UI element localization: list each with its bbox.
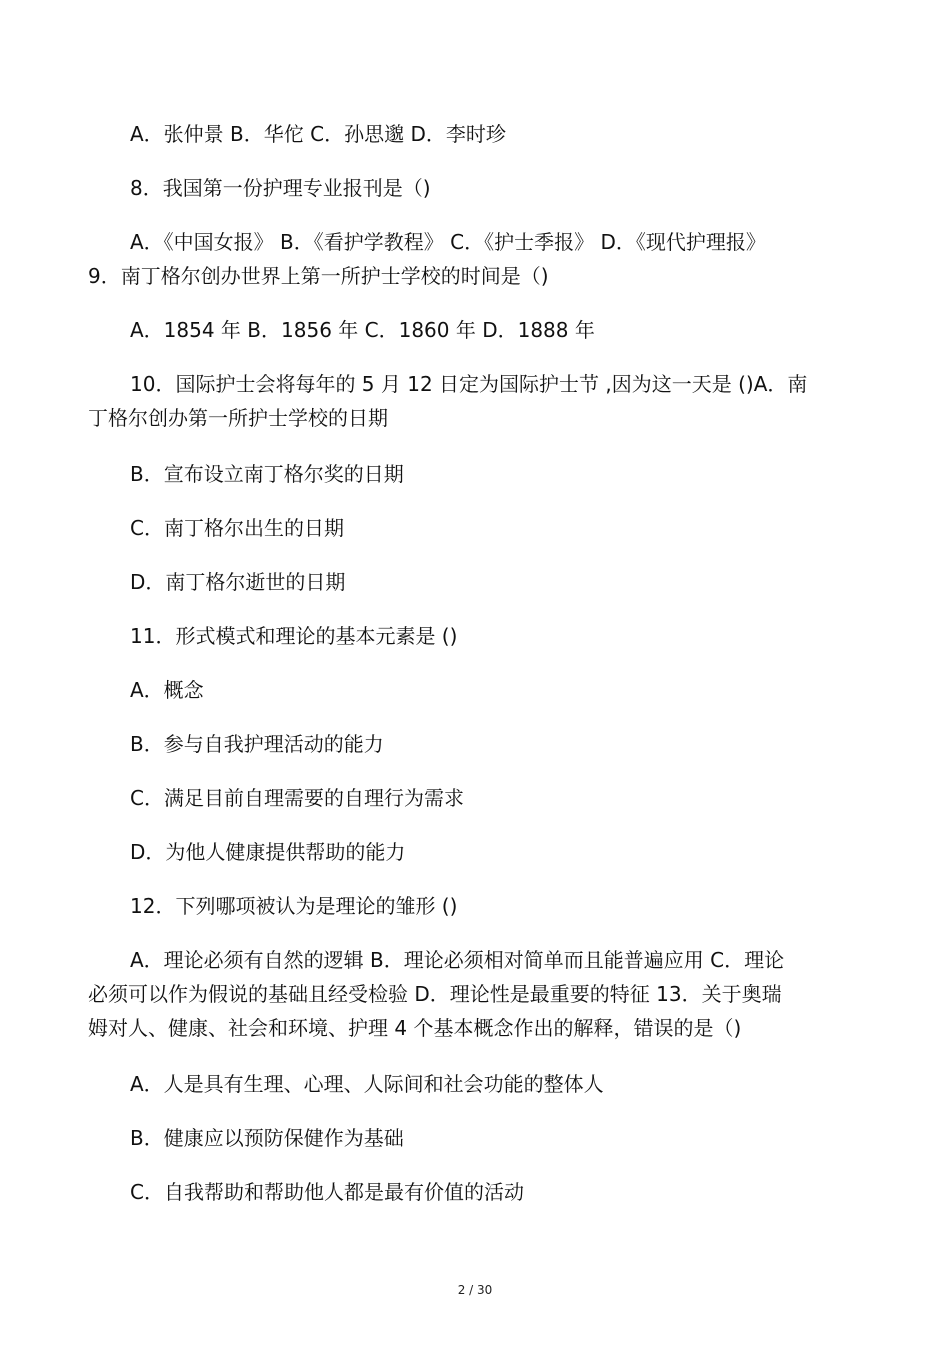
text-line: B．宣布设立南丁格尔奖的日期 [130, 462, 404, 486]
text-line: C．满足目前自理需要的自理行为需求 [130, 786, 464, 810]
text-line: 9．南丁格尔创办世界上第一所护士学校的时间是（) [88, 264, 549, 288]
text-line: A．《中国女报》 B．《看护学教程》 C．《护士季报》 D．《现代护理报》 [130, 230, 766, 254]
text-line: D．南丁格尔逝世的日期 [130, 570, 346, 594]
text-line: 11．形式模式和理论的基本元素是 () [130, 624, 458, 648]
text-line: 必须可以作为假说的基础且经受检验 D．理论性是最重要的特征 13．关于奥瑞 [88, 982, 782, 1006]
text-line: B．健康应以预防保健作为基础 [130, 1126, 404, 1150]
text-line: 12．下列哪项被认为是理论的雏形 () [130, 894, 458, 918]
text-line: A．1854 年 B．1856 年 C．1860 年 D．1888 年 [130, 318, 595, 342]
text-line: A．理论必须有自然的逻辑 B．理论必须相对简单而且能普遍应用 C．理论 [130, 948, 785, 972]
page-number: 2 / 30 [457, 1283, 493, 1297]
text-line: A．概念 [130, 678, 204, 702]
text-line: C．南丁格尔出生的日期 [130, 516, 344, 540]
text-line: 姆对人、健康、社会和环境、护理 4 个基本概念作出的解释，错误的是（) [88, 1016, 742, 1040]
text-line: 8．我国第一份护理专业报刊是（) [130, 176, 431, 200]
text-line: D．为他人健康提供帮助的能力 [130, 840, 406, 864]
text-line: A．张仲景 B．华佗 C．孙思邈 D．李时珍 [130, 122, 506, 146]
text-line: A．人是具有生理、心理、人际间和社会功能的整体人 [130, 1072, 604, 1096]
text-line: C．自我帮助和帮助他人都是最有价值的活动 [130, 1180, 524, 1204]
text-line: 丁格尔创办第一所护士学校的日期 [88, 406, 388, 430]
text-line: B．参与自我护理活动的能力 [130, 732, 384, 756]
text-line: 10．国际护士会将每年的 5 月 12 日定为国际护士节 ,因为这一天是 ()A．南 [130, 372, 808, 396]
